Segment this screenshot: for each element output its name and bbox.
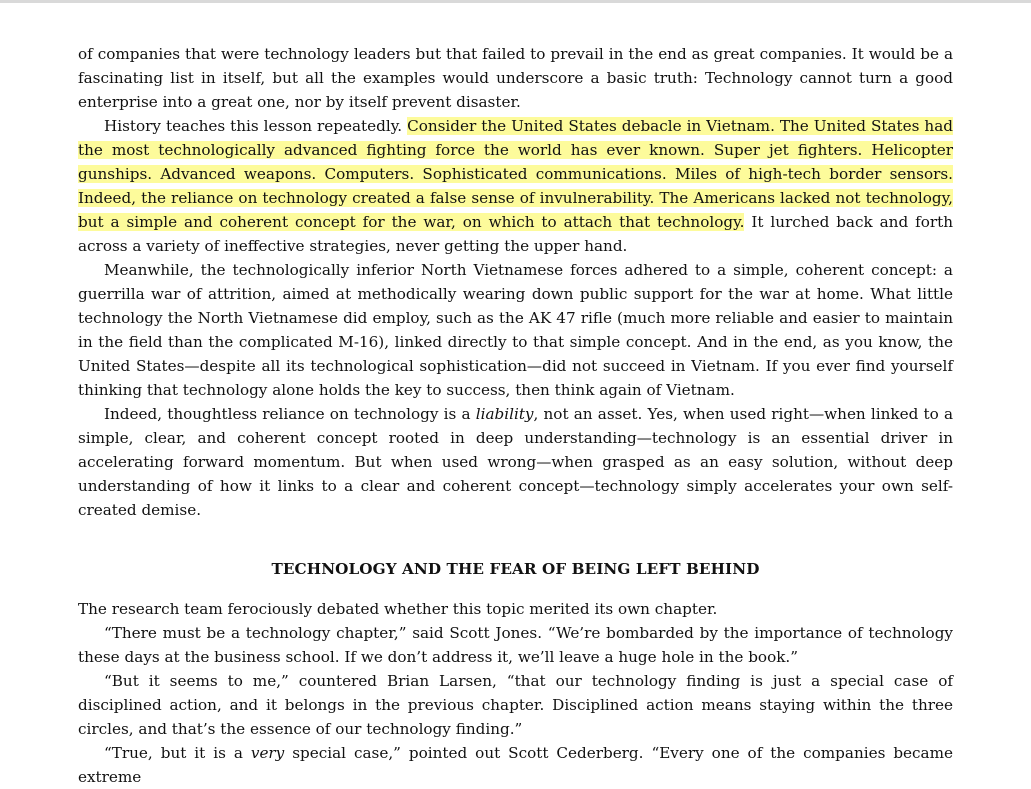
paragraph-text: It lurched back and forth across a variety of ineffective strategies, never getting the upper hand. xyxy=(78,213,953,255)
paragraph: The research team ferociously debated whether this topic merited its own chapter. xyxy=(78,600,718,618)
paragraph: of companies that were technology leaders but that failed to prevail in the end as great companies. It would be a fascinating list in itself, but all the examples would underscore a basic truth: Technology cannot turn a good enterprise into a great one, nor by itself prevent disaster. xyxy=(78,45,953,111)
highlighted-text[interactable]: Consider the United States debacle in Vietnam. The United States had the most technologically advanced fighting force the world has ever known. Super jet fighters. Helicopter gunships. Advanced weapons. Computers. Sophisticated communications. Miles of high-tech border sensors. Indeed, the reliance on technology created a false sense of invulnerability. The Americans lacked not technology, but a simple and coherent concept for the war, on which to attach that technology. xyxy=(78,117,953,231)
emphasis-text: liability xyxy=(475,405,534,423)
top-border xyxy=(0,0,1031,3)
paragraph: “But it seems to me,” countered Brian Larsen, “that our technology finding is just a special case of disciplined action, and it belongs in the previous chapter. Disciplined action means staying within the three circles, and that’s the essence of our technology finding.” xyxy=(78,672,953,738)
paragraph-text: special case,” pointed out Scott Cederberg. “Every one of the companies became extreme xyxy=(78,744,953,786)
paragraph xyxy=(78,114,953,258)
paragraph: “There must be a technology chapter,” said Scott Jones. “We’re bombarded by the importance of technology these days at the business school. If we don’t address it, we’ll leave a huge hole in the book.” xyxy=(78,624,953,666)
paragraph-text: “True, but it is a xyxy=(104,744,251,762)
document-page xyxy=(78,42,953,789)
emphasis-text: very xyxy=(250,744,285,762)
paragraph-text: , not an asset. Yes, when used right—when linked to a simple, clear, and coherent concept rooted in deep understanding—technology is an essential driver in accelerating forward momentum. But when used wrong—when grasped as an easy solution, without deep understanding of how it links to a clear and coherent concept—technology simply accelerates your own self-created demise. xyxy=(78,405,953,519)
paragraph xyxy=(78,402,953,522)
paragraph: Meanwhile, the technologically inferior North Vietnamese forces adhered to a simple, coherent concept: a guerrilla war of attrition, aimed at methodically wearing down public support for the war at home. What little technology the North Vietnamese did employ, such as the AK 47 rifle (much more reliable and easier to maintain in the field than the complicated M-16), linked directly to that simple concept. And in the end, as you know, the United States—despite all its technological sophistication—did not succeed in Vietnam. If you ever find yourself thinking that technology alone holds the key to success, then think again of Vietnam. xyxy=(78,261,953,399)
paragraph xyxy=(78,741,953,789)
section-heading: TECHNOLOGY AND THE FEAR OF BEING LEFT BEHIND xyxy=(271,560,760,578)
paragraph-text: History teaches this lesson repeatedly. xyxy=(104,117,408,135)
paragraph-text: Indeed, thoughtless reliance on technology is a xyxy=(104,405,476,423)
